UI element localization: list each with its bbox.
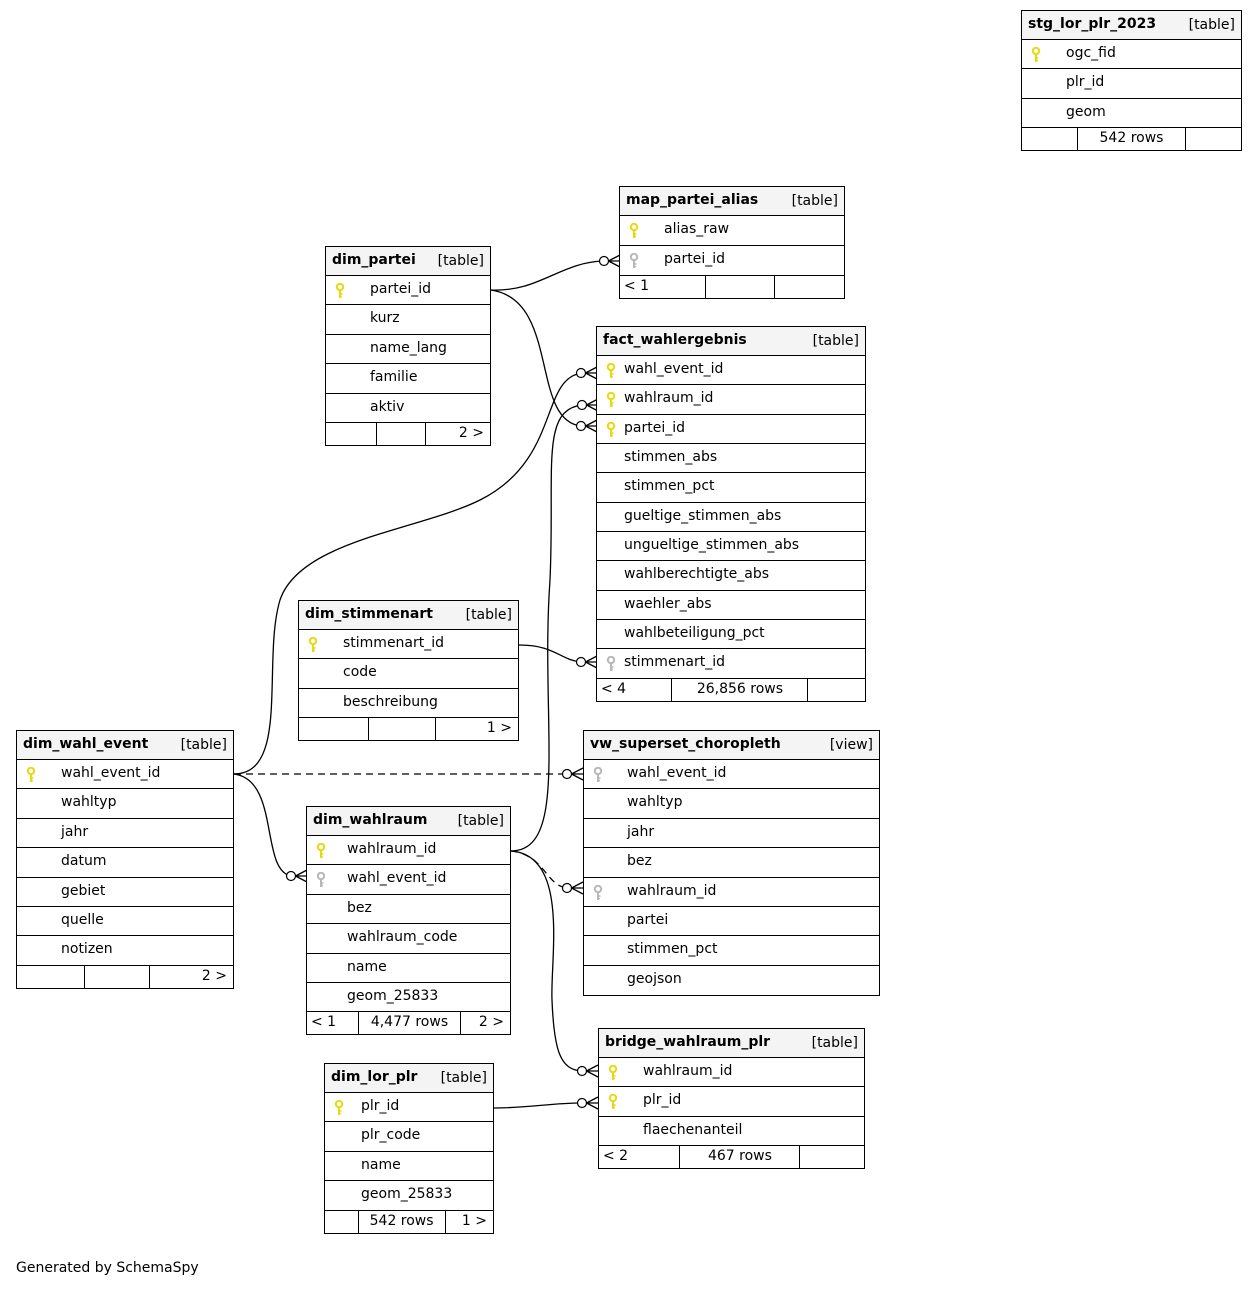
- column-row: [597, 649, 865, 678]
- table-kind-label: [table]: [791, 193, 838, 209]
- table-footer: [326, 423, 490, 445]
- primary-key-icon: [606, 392, 616, 408]
- column-name: partei: [627, 911, 669, 928]
- column-row: [597, 620, 865, 649]
- column-row: [584, 878, 879, 907]
- table-kind-label: [table]: [1188, 17, 1235, 33]
- column-name: gueltige_stimmen_abs: [624, 507, 782, 524]
- table-title: vw_superset_choropleth: [590, 736, 781, 752]
- foreign-key-icon: [593, 885, 603, 901]
- column-row: [584, 907, 879, 936]
- foreign-key-icon: [593, 767, 603, 783]
- edge-partei-alias: [491, 255, 620, 290]
- table-title: dim_lor_plr: [331, 1069, 418, 1085]
- column-name: name: [361, 1156, 401, 1173]
- column-name: geom_25833: [347, 987, 439, 1004]
- column-row: [584, 966, 879, 995]
- footer-children: 1 >: [486, 720, 513, 737]
- column-row: [1022, 99, 1241, 128]
- column-name: wahl_event_id: [61, 765, 161, 781]
- column-row: [597, 473, 865, 502]
- primary-key-icon: [334, 1100, 344, 1116]
- column-name: wahlraum_id: [624, 390, 714, 407]
- column-row: [597, 591, 865, 620]
- column-row: [326, 276, 490, 305]
- footer-parents: < 1: [624, 278, 650, 294]
- row-count: 26,856 rows: [671, 679, 808, 701]
- table-header: [17, 731, 233, 760]
- row-count: 542 rows: [1077, 128, 1187, 150]
- edge-wahlraum-view: [511, 851, 583, 894]
- column-row: [307, 895, 510, 924]
- column-name: name: [347, 958, 387, 975]
- table-bridge_wahlraum_plr[interactable]: [598, 1028, 865, 1169]
- footer-parents: [326, 423, 376, 445]
- column-name: wahlraum_id: [627, 882, 717, 899]
- row-count: 542 rows: [358, 1211, 446, 1233]
- column-row: [597, 385, 865, 414]
- column-row: [299, 659, 518, 688]
- column-name: code: [343, 664, 377, 681]
- column-name: flaechenanteil: [643, 1121, 743, 1138]
- row-count: 467 rows: [679, 1146, 800, 1168]
- table-kind-label: [table]: [180, 737, 227, 753]
- table-header: [299, 601, 518, 630]
- row-count: [368, 718, 435, 740]
- column-row: [17, 760, 233, 789]
- column-row: [597, 356, 865, 385]
- edge-wahlevent-wahlraum: [234, 774, 307, 882]
- table-dim_lor_plr[interactable]: [324, 1063, 494, 1234]
- table-kind-label: [table]: [465, 607, 512, 623]
- column-row: [599, 1117, 864, 1146]
- column-name: aktiv: [370, 398, 405, 415]
- column-row: [597, 503, 865, 532]
- column-name: geojson: [627, 970, 682, 987]
- column-name: wahl_event_id: [624, 361, 724, 377]
- foreign-key-icon: [606, 656, 616, 672]
- column-row: [17, 819, 233, 848]
- column-name: partei_id: [664, 251, 725, 267]
- column-name: wahlbeteiligung_pct: [624, 625, 765, 642]
- footer-parents: [1022, 128, 1077, 150]
- edge-wahlevent-view: [234, 768, 583, 780]
- table-title: dim_stimmenart: [305, 606, 433, 622]
- table-footer: [1022, 128, 1241, 150]
- table-kind-label: [table]: [457, 813, 504, 829]
- column-name: notizen: [61, 941, 113, 958]
- table-title: map_partei_alias: [626, 192, 759, 208]
- column-name: stimmen_pct: [627, 941, 718, 958]
- table-header: [325, 1064, 493, 1093]
- column-name: waehler_abs: [624, 595, 712, 612]
- column-name: jahr: [61, 823, 89, 840]
- column-row: [17, 907, 233, 936]
- edge-plr-bridge: [494, 1097, 598, 1109]
- footer-children: [1186, 128, 1241, 150]
- column-name: wahl_event_id: [347, 870, 447, 887]
- column-row: [597, 532, 865, 561]
- column-name: datum: [61, 853, 107, 870]
- column-row: [307, 924, 510, 953]
- column-name: beschreibung: [343, 693, 438, 710]
- column-row: [597, 444, 865, 473]
- column-row: [299, 689, 518, 718]
- foreign-key-icon: [316, 872, 326, 888]
- column-name: bez: [627, 853, 652, 870]
- table-stg_lor_plr_2023[interactable]: [1021, 10, 1242, 151]
- footer-parents: < 1: [311, 1014, 337, 1031]
- column-row: [307, 954, 510, 983]
- footer-children: [808, 679, 865, 701]
- table-kind-label: [table]: [811, 1035, 858, 1051]
- row-count: 4,477 rows: [358, 1012, 462, 1034]
- row-count: [376, 423, 425, 445]
- footer-parents: [299, 718, 368, 740]
- column-row: [326, 305, 490, 334]
- primary-key-icon: [606, 363, 616, 379]
- column-row: [307, 983, 510, 1012]
- table-dim_wahl_event[interactable]: [16, 730, 234, 989]
- column-name: stimmenart_id: [624, 654, 726, 671]
- column-row: [584, 819, 879, 848]
- column-row: [17, 789, 233, 818]
- primary-key-icon: [316, 843, 326, 859]
- column-row: [326, 335, 490, 364]
- footer-parents: [17, 966, 84, 988]
- table-footer: [17, 966, 233, 988]
- footer-children: [775, 276, 844, 298]
- table-header: [1022, 11, 1241, 40]
- column-row: [325, 1152, 493, 1181]
- table-footer: [325, 1211, 493, 1233]
- table-kind-label: [table]: [812, 333, 859, 349]
- primary-key-icon: [606, 422, 616, 438]
- row-count: [84, 966, 149, 988]
- foreign-key-icon: [629, 253, 639, 269]
- column-name: name_lang: [370, 339, 447, 356]
- column-row: [1022, 69, 1241, 98]
- table-dim_stimmenart[interactable]: [298, 600, 519, 741]
- table-vw_superset_choropleth[interactable]: [583, 730, 880, 996]
- column-row: [17, 848, 233, 877]
- primary-key-icon: [26, 767, 36, 783]
- column-name: wahl_event_id: [627, 765, 727, 781]
- column-name: plr_id: [1066, 74, 1105, 91]
- column-row: [599, 1058, 864, 1087]
- column-row: [584, 936, 879, 965]
- column-name: quelle: [61, 911, 104, 928]
- column-row: [307, 836, 510, 865]
- footer-parents: [325, 1211, 358, 1233]
- table-header: [599, 1029, 864, 1058]
- row-count: [705, 276, 774, 298]
- table-header: [584, 731, 879, 760]
- column-row: [1022, 40, 1241, 69]
- table-title: fact_wahlergebnis: [603, 332, 747, 348]
- table-header: [326, 247, 490, 276]
- table-title: dim_partei: [332, 252, 416, 268]
- primary-key-icon: [629, 223, 639, 239]
- footer-children: 1 >: [461, 1212, 488, 1229]
- table-header: [620, 187, 844, 216]
- column-row: [599, 1087, 864, 1116]
- column-row: [299, 630, 518, 659]
- table-title: dim_wahl_event: [23, 736, 149, 752]
- column-name: kurz: [370, 310, 400, 327]
- column-name: geom: [1066, 103, 1106, 120]
- column-row: [620, 216, 844, 246]
- column-row: [597, 561, 865, 590]
- column-row: [325, 1122, 493, 1151]
- column-name: partei_id: [624, 419, 685, 436]
- column-row: [326, 364, 490, 393]
- column-row: [584, 848, 879, 877]
- column-name: familie: [370, 369, 418, 386]
- table-footer: [299, 718, 518, 740]
- column-row: [584, 789, 879, 818]
- primary-key-icon: [608, 1094, 618, 1110]
- column-name: stimmen_pct: [624, 478, 715, 495]
- column-row: [17, 878, 233, 907]
- edge-partei-fact: [491, 290, 597, 432]
- column-row: [326, 394, 490, 423]
- column-name: wahlraum_id: [643, 1063, 733, 1079]
- column-name: wahlberechtigte_abs: [624, 566, 770, 583]
- table-dim_wahlraum[interactable]: [306, 806, 511, 1035]
- table-map_partei_alias[interactable]: [619, 186, 845, 299]
- primary-key-icon: [335, 283, 345, 299]
- footer-children: 2 >: [478, 1014, 504, 1031]
- column-name: partei_id: [370, 281, 431, 297]
- column-row: [325, 1181, 493, 1210]
- table-title: bridge_wahlraum_plr: [605, 1034, 771, 1050]
- column-row: [597, 415, 865, 444]
- footer-children: [800, 1146, 864, 1168]
- table-fact_wahlergebnis[interactable]: [596, 326, 866, 702]
- footer-parents: < 4: [601, 680, 627, 697]
- column-row: [620, 246, 844, 276]
- column-name: jahr: [627, 823, 655, 840]
- column-name: plr_id: [643, 1092, 682, 1109]
- column-name: stimmenart_id: [343, 635, 445, 651]
- table-kind-label: [table]: [437, 253, 484, 269]
- column-name: ungueltige_stimmen_abs: [624, 537, 800, 554]
- table-header: [597, 327, 865, 356]
- column-name: wahlraum_code: [347, 929, 458, 946]
- generated-by-footer: Generated by SchemaSpy: [16, 1260, 199, 1276]
- column-name: ogc_fid: [1066, 45, 1116, 61]
- edge-stimmenart-fact: [519, 645, 597, 668]
- table-header: [307, 807, 510, 836]
- column-name: wahlraum_id: [347, 841, 437, 857]
- footer-parents: < 2: [603, 1148, 629, 1165]
- table-dim_partei[interactable]: [325, 246, 491, 446]
- table-footer: [620, 276, 844, 298]
- table-title: stg_lor_plr_2023: [1028, 16, 1157, 32]
- column-row: [307, 865, 510, 894]
- column-row: [325, 1093, 493, 1122]
- column-name: wahltyp: [61, 794, 117, 811]
- column-row: [584, 760, 879, 789]
- column-name: stimmen_abs: [624, 449, 718, 466]
- table-footer: [597, 679, 865, 701]
- footer-children: 2 >: [458, 424, 484, 441]
- table-footer: [307, 1012, 510, 1034]
- primary-key-icon: [1031, 47, 1041, 63]
- footer-children: 2 >: [201, 967, 227, 984]
- primary-key-icon: [308, 637, 318, 653]
- column-row: [17, 936, 233, 965]
- column-name: plr_code: [361, 1127, 421, 1144]
- column-name: geom_25833: [361, 1186, 453, 1203]
- column-name: bez: [347, 899, 372, 916]
- table-kind-label: [view]: [829, 737, 873, 753]
- table-footer: [599, 1146, 864, 1168]
- column-name: plr_id: [361, 1098, 400, 1114]
- table-title: dim_wahlraum: [313, 812, 428, 828]
- primary-key-icon: [608, 1065, 618, 1081]
- column-name: wahltyp: [627, 794, 683, 811]
- column-name: alias_raw: [664, 221, 730, 237]
- column-name: gebiet: [61, 882, 106, 899]
- table-kind-label: [table]: [440, 1070, 487, 1086]
